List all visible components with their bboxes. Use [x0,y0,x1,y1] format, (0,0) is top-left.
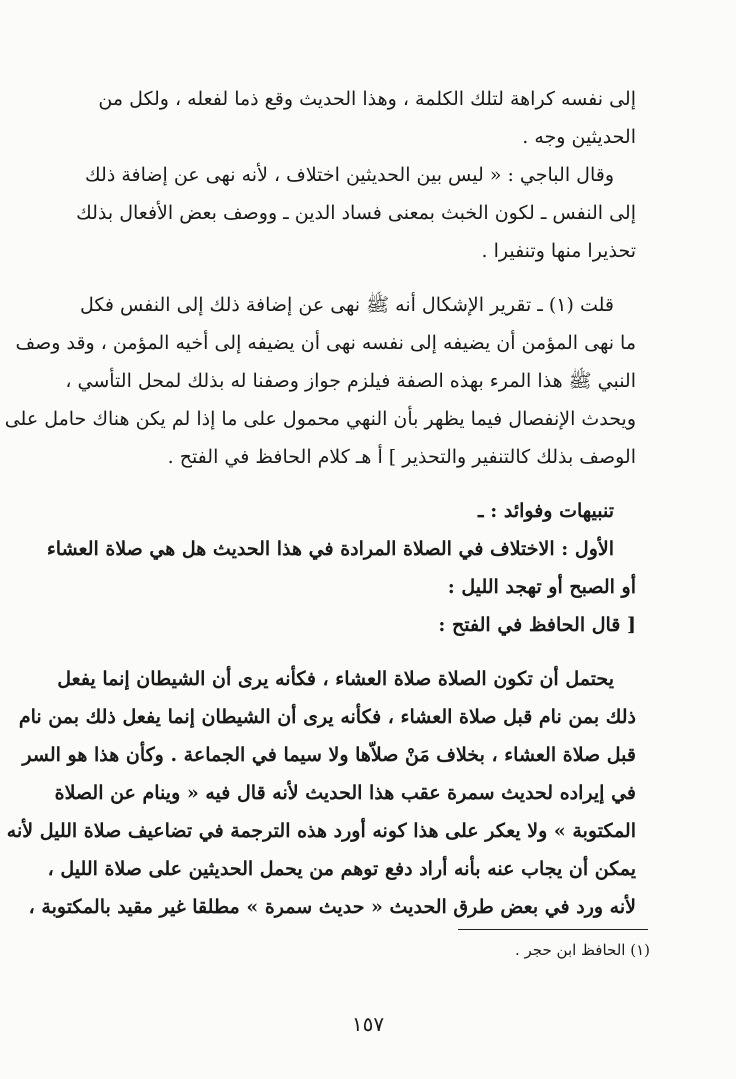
text-line: المكتوبة » ولا يعكر على هذا كونه أورد هذه الترجمة في تضاعيف صلاة الليل لأنه [6,820,636,842]
section-heading: تنبيهات وفوائد : ـ [478,500,614,522]
text-line: يمكن أن يجاب عنه بأنه أراد دفع توهم من يحمل الحديثين على صلاة الليل ، [47,858,636,880]
text-line: الحديثين وجه . [522,126,636,148]
text-line: في إيراده لحديث سمرة عقب هذا الحديث لأنه قال فيه « وينام عن الصلاة [54,782,636,804]
text-line: يحتمل أن تكون الصلاة صلاة العشاء ، فكأنه يرى أن الشيطان إنما يفعل [57,668,614,690]
text-line: ويحدث الإنفصال فيما يظهر بأن النهي محمول على ما إذا لم يكن هناك حامل على [4,408,636,430]
text-line: الوصف بذلك كالتنفير والتحذير ] أ هـ كلام الحافظ في الفتح . [167,446,636,468]
text-line: أو الصبح أو تهجد الليل : [447,576,636,598]
text-line: النبي ﷺ هذا المرء بهذه الصفة فيلزم جواز وصفنا له بذلك لمحل التأسي ، [65,370,636,392]
text-line: قلت (١) ـ تقرير الإشكال أنه ﷺ نهى عن إضافة ذلك إلى النفس فكل [79,294,614,316]
text-line: [ قال الحافظ في الفتح : [438,614,636,636]
text-line: الأول : الاختلاف في الصلاة المرادة في هذا الحديث هل هي صلاة العشاء [46,538,614,560]
text-line: إلى نفسه كراهة لتلك الكلمة ، وهذا الحديث وقع ذما لفعله ، ولكل من [98,88,636,110]
text-line: إلى النفس ـ لكون الخبث بمعنى فساد الدين ـ ووصف بعض الأفعال بذلك [76,202,636,224]
text-line: وقال الباجي : « ليس بين الحديثين اختلاف ، لأنه نهى عن إضافة ذلك [85,164,614,186]
text-line: قبل صلاة العشاء ، بخلاف مَنْ صلاّها ولا سيما في الجماعة . وكأن هذا هو السر [22,744,636,766]
footnote-separator [458,929,648,930]
text-line: تحذيرا منها وتنفيرا . [481,240,636,262]
text-line: ما نهى المؤمن أن يضيفه إلى نفسه نهى أن يضيفه إلى أخيه المؤمن ، وقد وصف [15,332,636,354]
text-line: ذلك بمن نام قبل صلاة العشاء ، فكأنه يرى أن الشيطان إنما يفعل ذلك بمن نام [18,706,636,728]
page-number: ١٥٧ [351,1012,385,1036]
text-line: لأنه ورد في بعض طرق الحديث « حديث سمرة » مطلقا غير مقيد بالمكتوبة ، [28,896,636,918]
footnote: (١) الحافظ ابن حجر . [514,941,650,959]
main-text [4,80,636,926]
